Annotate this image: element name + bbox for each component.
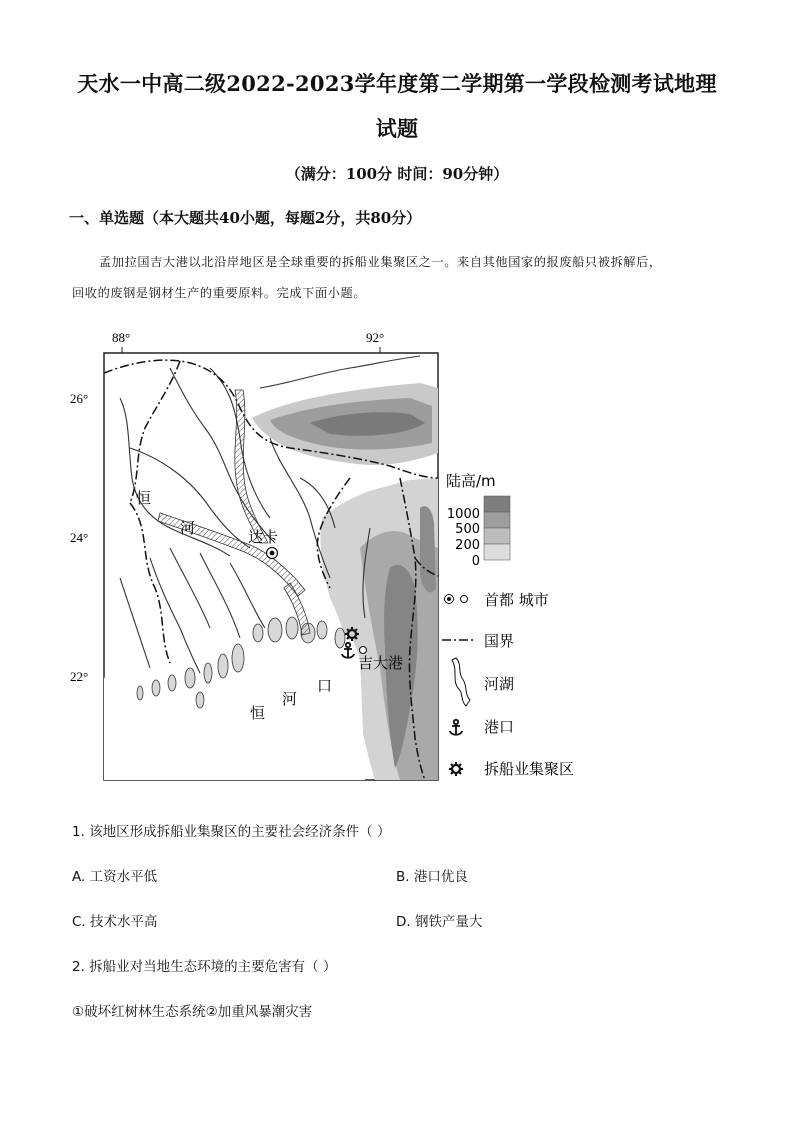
elevation-200: 200: [455, 538, 480, 553]
elevation-0: 0: [471, 554, 480, 569]
dhaka-label: 达卡: [248, 528, 279, 546]
section-heading: 一、单选题（本大题共40小题，每题2分，共80分）: [69, 209, 422, 227]
legend-border: 国界: [484, 632, 515, 650]
legend-capital-city: 首都 城市: [484, 591, 549, 609]
intro-line2: 回收的废钢是钢材生产的重要原料。完成下面小题。: [72, 286, 367, 300]
legend-river-lake: 河湖: [484, 675, 515, 693]
question-1-option-d: D. 钢铁产量大: [396, 914, 483, 930]
elevation-1000: 1000: [446, 507, 480, 522]
lon-label-92: 92°: [366, 330, 385, 345]
question-2-stem: 2. 拆船业对当地生态环境的主要危害有（ ）: [72, 959, 337, 975]
question-1-option-b: B. 港口优良: [396, 869, 468, 885]
map-figure: [60, 328, 620, 798]
lon-label-88: 88°: [112, 330, 131, 345]
legend-shipbreaking-icon: [449, 762, 463, 776]
estuary-label-1: 恒: [250, 704, 266, 722]
elevation-500: 500: [455, 522, 480, 537]
ganges-label-1: 恒: [136, 489, 152, 507]
legend-port-icon: [450, 720, 462, 735]
exam-subtitle: （满分：100分 时间：90分钟）: [285, 165, 509, 183]
lat-label-26: 26°: [70, 391, 89, 406]
exam-title-line2: 试题: [375, 116, 419, 141]
question-1-option-c: C. 技术水平高: [72, 914, 158, 930]
legend-capital-icon: [445, 595, 468, 604]
lat-label-22: 22°: [70, 669, 89, 684]
legend-port: 港口: [484, 718, 515, 736]
bangladesh-map: [60, 328, 620, 798]
estuary-label-2: 河: [282, 690, 298, 708]
estuary-label-3: 口: [317, 677, 333, 695]
legend-shipbreaking: 拆船业集聚区: [484, 760, 575, 778]
exam-title-line1: 天水一中高二级2022-2023学年度第二学期第一学段检测考试地理: [77, 71, 717, 96]
capital-city-icon: [267, 548, 278, 559]
intro-line1: 孟加拉国吉大港以北沿岸地区是全球重要的拆船业集聚区之一。来自其他国家的报废船只被拆解后，: [99, 255, 662, 269]
legend-river-icon: [452, 658, 470, 706]
elevation-legend-title: 陆高/m: [446, 472, 496, 490]
city-marker-icon: [360, 647, 367, 654]
lat-label-24: 24°: [70, 530, 89, 545]
ganges-label-2: 河: [180, 519, 196, 537]
question-2-statements: ①破坏红树林生态系统②加重风暴潮灾害: [72, 1004, 313, 1020]
question-1-stem: 1. 该地区形成拆船业集聚区的主要社会经济条件（ ）: [72, 824, 391, 840]
question-1-option-a: A. 工资水平低: [72, 869, 158, 885]
chittagong-label: 吉大港: [358, 654, 404, 672]
